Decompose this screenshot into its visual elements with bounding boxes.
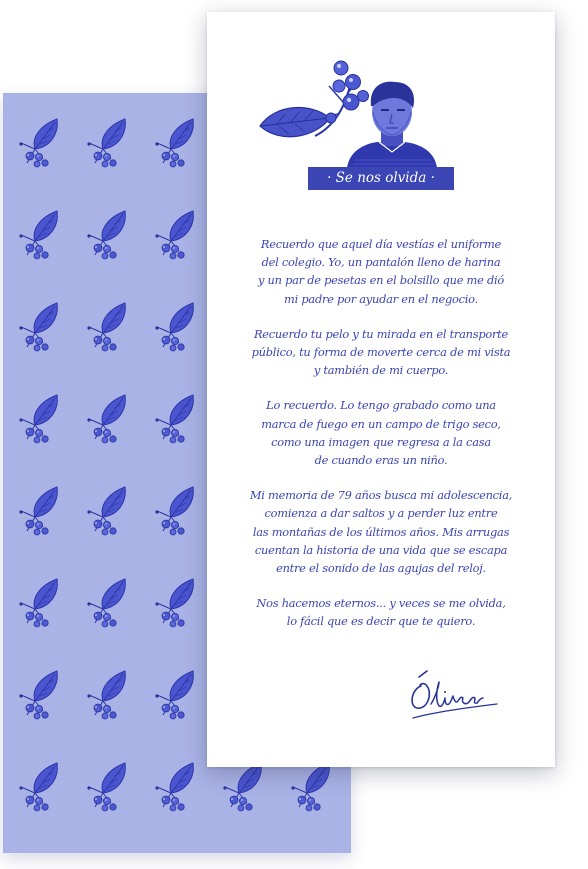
poem-line: entre el sonido de las agujas del reloj. — [276, 561, 486, 576]
poem-line: lo fácil que es decir que te quiero. — [286, 614, 476, 629]
poem-line: público, tu forma de moverte cerca de mi vista — [251, 345, 511, 360]
blueberry-leaf-icon — [155, 211, 193, 259]
blueberry-leaf-icon — [155, 395, 193, 443]
poem-line: del colegio. Yo, un pantalón lleno de harina — [261, 255, 501, 270]
blueberry-leaf-icon — [19, 395, 57, 443]
blueberry-leaf-icon — [87, 763, 125, 811]
poem-line: y también de mi cuerpo. — [313, 363, 449, 378]
poem-line: las montañas de los últimos años. Mis arrugas — [252, 524, 510, 539]
blueberry-leaf-icon — [155, 579, 193, 627]
blueberry-leaf-icon — [155, 487, 193, 535]
poem-stanza — [247, 594, 515, 630]
blueberry-leaf-icon — [87, 579, 125, 627]
blueberry-leaf-icon — [155, 303, 193, 351]
signature — [405, 668, 505, 728]
poem-line: mi padre por ayudar en el negocio. — [284, 291, 478, 306]
letter-card — [207, 12, 555, 767]
hero-illustration — [255, 56, 455, 168]
blueberry-leaf-icon — [19, 579, 57, 627]
signature-handwriting — [405, 668, 505, 728]
poem-line: Mi memoria de 79 años busca mi adolescencia, — [249, 488, 513, 503]
blueberry-leaf-icon — [223, 763, 261, 811]
blueberry-leaf-icon — [155, 119, 193, 167]
blueberry-leaf-icon — [19, 211, 57, 259]
poem-line: Lo recuerdo. Lo tengo grabado como una — [266, 398, 496, 413]
blueberry-leaf-icon — [291, 763, 329, 811]
poem-line: y un par de pesetas en el bolsillo que me dió — [257, 273, 505, 288]
poem-line: Recuerdo tu pelo y tu mirada en el transporte — [253, 326, 508, 341]
poem-line: Nos hacemos eternos... y veces se me olvida, — [256, 596, 506, 611]
poem-line: cuentan la historia de una vida que se escapa — [254, 542, 508, 557]
blueberry-leaf-icon — [87, 395, 125, 443]
blueberry-leaf-icon — [87, 211, 125, 259]
blueberry-leaf-icon — [87, 303, 125, 351]
poem-stanza — [247, 235, 515, 308]
poem-line: comienza a dar saltos y a perder luz entre — [264, 506, 498, 521]
title-banner: · Se nos olvida · — [308, 167, 454, 190]
blueberry-leaf-icon — [87, 671, 125, 719]
blueberry-leaf-icon — [19, 119, 57, 167]
poem-stanza — [247, 486, 515, 577]
poem-line: Recuerdo que aquel día vestías el uniforme — [260, 237, 502, 251]
boy-with-berries-illustration — [255, 56, 455, 168]
blueberry-leaf-icon — [19, 671, 57, 719]
blueberry-leaf-icon — [155, 671, 193, 719]
poem-line: de cuando eras un niño. — [314, 453, 448, 468]
poem-text — [247, 235, 515, 648]
blueberry-leaf-icon — [155, 763, 193, 811]
poem-line: como una imagen que regresa a la casa — [271, 434, 491, 449]
blueberry-leaf-icon — [87, 119, 125, 167]
poem-stanza — [247, 396, 515, 469]
blueberry-leaf-icon — [19, 763, 57, 811]
poem-stanza — [247, 325, 515, 380]
blueberry-leaf-icon — [19, 303, 57, 351]
blueberry-leaf-icon — [19, 487, 57, 535]
poem-line: marca de fuego en un campo de trigo seco, — [261, 416, 501, 431]
blueberry-leaf-icon — [87, 487, 125, 535]
